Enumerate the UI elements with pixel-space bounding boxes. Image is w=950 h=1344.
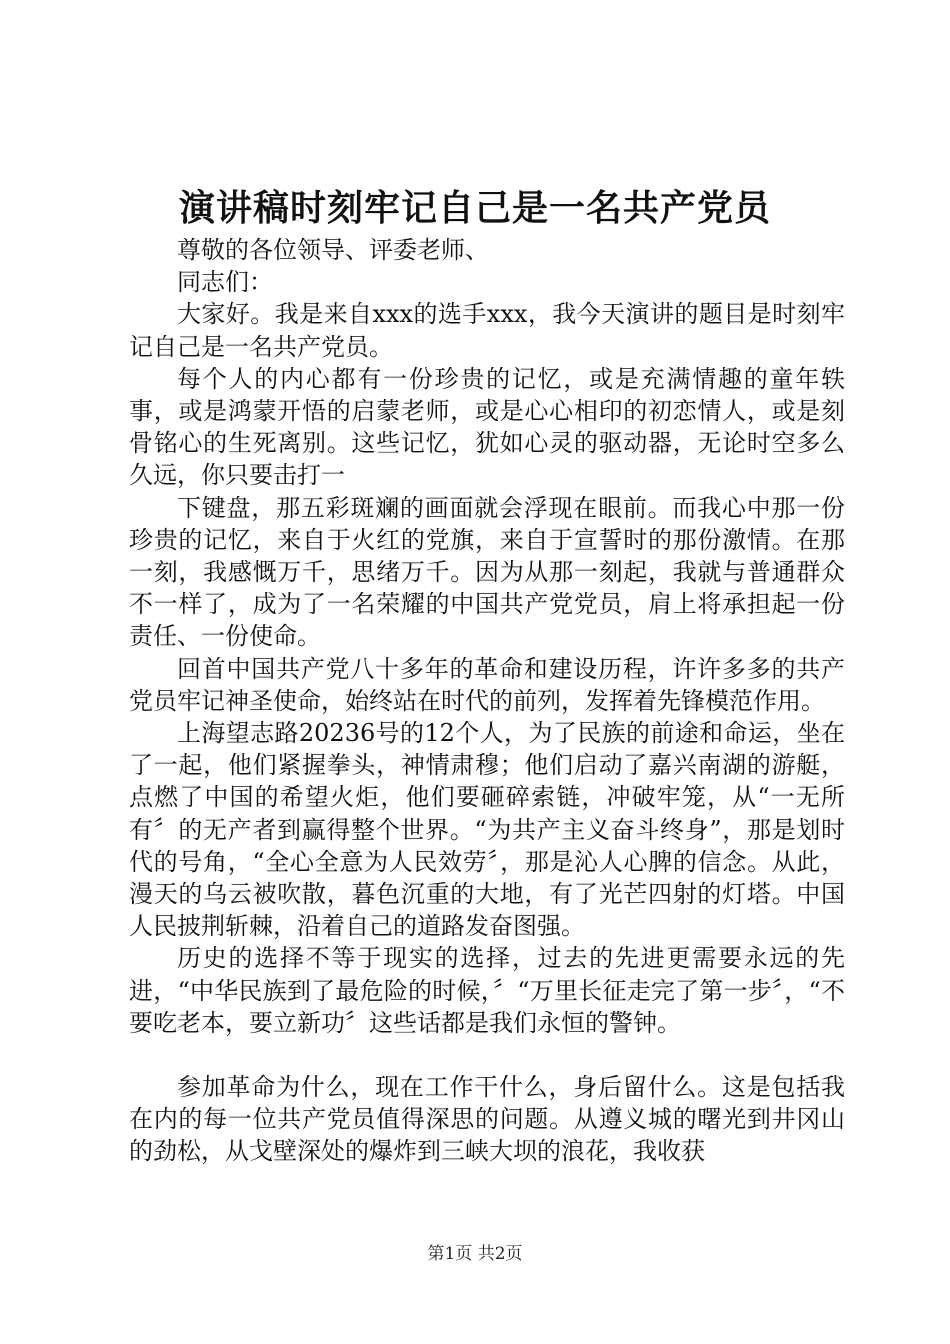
paragraph: 下键盘，那五彩斑斓的画面就会浮现在眼前。而我心中那一份珍贵的记忆，来自于火红的党旗，来自于宣誓时的那份激情。在那一刻，我感慨万千，思绪万千。因为从那一刻起，我就与普通群众不一样了，成为了一名荣耀的中国共产党党员，肩上将承担起一份责任、一份使命。: [129, 493, 845, 651]
paragraph: 历史的选择不等于现实的选择，过去的先进更需要永远的先进，“中华民族到了最危险的时候，〞“万里长征走完了第一步〞，“不要吃老本，要立新功〞这些话都是我们永恒的警钟。: [129, 944, 845, 1037]
paragraph: 参加革命为什么，现在工作干什么，身后留什么。这是包括我在内的每一位共产党员值得深思的问题。从遵义城的曙光到井冈山的劲松，从戈壁深处的爆炸到三峡大坝的浪花，我收获: [129, 1073, 845, 1166]
document-body: [129, 234, 845, 1168]
paragraph: 每个人的内心都有一份珍贵的记忆，或是充满情趣的童年轶事，或是鸿蒙开悟的启蒙老师，或是心心相印的初恋情人，或是刻骨铭心的生死离别。这些记忆，犹如心灵的驱动器，无论时空多么久远，你只要击打一: [129, 364, 845, 490]
paragraph-greeting: 大家好。我是来自xxx的选手xxx，我今天演讲的题目是时刻牢记自己是一名共产党员。: [129, 300, 845, 361]
paragraph: 上海望志路20236号的12个人，为了民族的前途和命运，坐在了一起，他们紧握拳头，神情肃穆；他们启动了嘉兴南湖的游艇，点燃了中国的希望火炬，他们要砸碎索链，冲破牢笼，从“一无所有〞的无产者到赢得整个世界。“为共产主义奋斗终身”，那是划时代的号角，“全心全意为人民效劳〞，那是沁人心脾的信念。从此，漫天的乌云被吹散，暮色沉重的大地，有了光芒四射的灯塔。中国人民披荆斩棘，沿着自己的道路发奋图强。: [129, 719, 845, 941]
document-title: 演讲稿时刻牢记自己是一名共产党员: [178, 187, 771, 229]
paragraph-salutation-2: 同志们：: [177, 268, 273, 297]
page-number: 第1页 共2页: [427, 1244, 523, 1264]
paragraph: 回首中国共产党八十多年的革命和建设历程，许许多多的共产党员牢记神圣使命，始终站在时代的前列，发挥着先锋模范作用。: [129, 654, 845, 715]
paragraph-salutation: 尊敬的各位领导、评委老师、: [177, 236, 489, 264]
